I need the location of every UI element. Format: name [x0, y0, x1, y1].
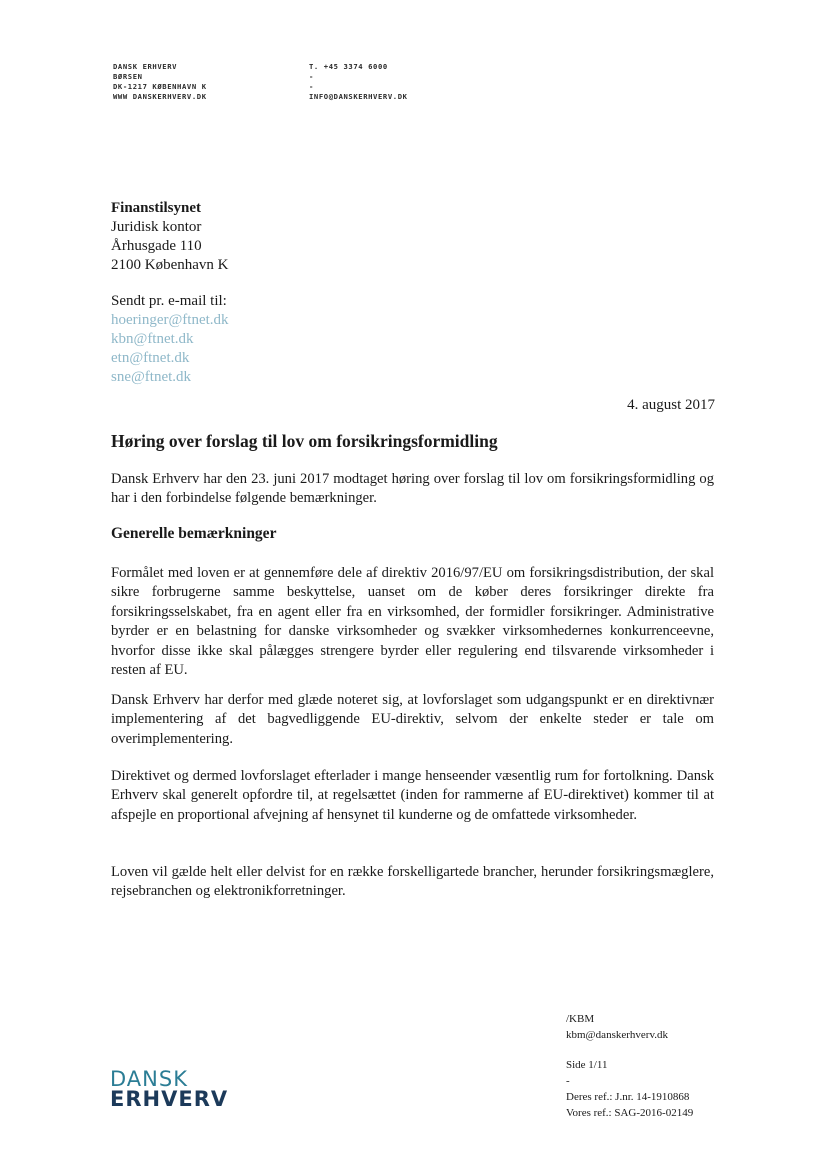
- body-paragraph: Dansk Erhverv har derfor med glæde noteret sig, at lovforslaget som udgangspunkt er en direktivnær implementering af det bagvedliggende EU-direktiv, selvom der enkelte steder er tale om overimplementering.: [111, 692, 714, 747]
- letter-date: 4. august 2017: [627, 397, 715, 413]
- sender-address: [113, 62, 207, 102]
- section-heading: Generelle bemærkninger: [111, 525, 277, 542]
- recipient-line: 2100 København K: [111, 257, 229, 273]
- sender-name: DANSK ERHVERV: [113, 62, 178, 71]
- signature-initials: /KBM: [566, 1013, 595, 1025]
- sender-email: INFO@DANSKERHVERV.DK: [309, 92, 408, 101]
- sender-city: DK-1217 KØBENHAVN K: [113, 82, 207, 91]
- signature-block: [566, 1011, 693, 1121]
- recipient-name: Finanstilsynet: [111, 200, 202, 216]
- dansk-erhverv-logo: [110, 1069, 228, 1109]
- recipient-line: Juridisk kontor: [111, 219, 202, 235]
- sent-to-label: Sendt pr. e-mail til:: [111, 293, 227, 309]
- signature-email[interactable]: kbm@danskerhverv.dk: [566, 1029, 668, 1041]
- sender-phone: T. +45 3374 6000: [309, 62, 388, 71]
- body-paragraph: Loven vil gælde helt eller delvist for en række forskelligartede brancher, herunder forsikringsmæglere, rejsebranchen og elektronikforretninger.: [111, 864, 714, 900]
- recipient-email-link[interactable]: hoeringer@ftnet.dk: [111, 312, 229, 328]
- letter-title: Høring over forslag til lov om forsikringsformidling: [111, 431, 498, 451]
- recipient-email-link[interactable]: sne@ftnet.dk: [111, 369, 192, 385]
- recipient-address: [111, 199, 228, 275]
- logo-line-2: ERHVERV: [110, 1087, 229, 1111]
- sender-contact: [309, 62, 408, 102]
- recipient-line: Århusgade 110: [111, 238, 202, 254]
- recipient-email-link[interactable]: kbn@ftnet.dk: [111, 331, 194, 347]
- vores-reference: Vores ref.: SAG-2016-02149: [566, 1107, 694, 1119]
- sender-contact-dash-2: -: [309, 82, 314, 91]
- sender-building: BØRSEN: [113, 72, 143, 81]
- deres-reference: Deres ref.: J.nr. 14-1910868: [566, 1091, 690, 1103]
- recipient-email-link[interactable]: etn@ftnet.dk: [111, 350, 190, 366]
- sender-website: WWW DANSKERHVERV.DK: [113, 92, 207, 101]
- body-paragraph: Dansk Erhverv har den 23. juni 2017 modtaget høring over forslag til lov om forsikringsformidling og har i den forbindelse følgende bemærkninger.: [111, 471, 714, 507]
- signature-dash: -: [566, 1075, 570, 1087]
- logo-line-1: DANSK: [110, 1067, 188, 1091]
- sent-to-block: [111, 292, 229, 387]
- body-paragraph: Direktivet og dermed lovforslaget efterlader i mange henseender væsentlig rum for fortolkning. Dansk Erhverv skal generelt opfordre til, at regelsættet (inden for rammerne af EU-direktivet) kommer til at afspejle en proportional afvejning af hensynet til kunderne og de omfattede virksomheder.: [111, 768, 714, 823]
- sender-contact-dash-1: -: [309, 72, 314, 81]
- body-paragraph: Formålet med loven er at gennemføre dele af direktiv 2016/97/EU om forsikringsdistribution, der skal sikre forbrugerne samme beskyttelse, uanset om de køber deres forsikringer direkte fra forsikringsselskabet, fra en agent eller fra en virksomhed, der formidler forsikringer. Administrative byrder er en belastning for danske virksomheder og svækker virksomhedernes konkurrenceevne, hvorfor disse ikke skal pålægges strengere byrder eller regulering end tilsvarende virksomheder i resten af EU.: [111, 565, 714, 679]
- page-number: Side 1/11: [566, 1059, 608, 1071]
